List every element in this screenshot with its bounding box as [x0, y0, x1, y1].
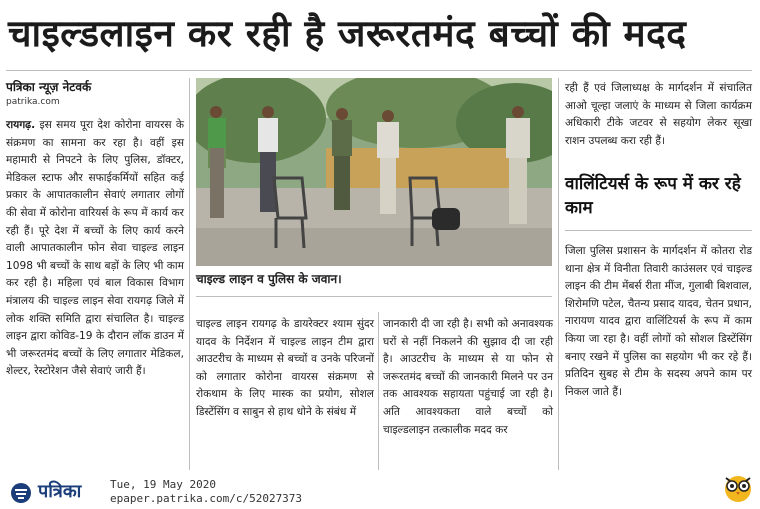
- column-2-text: चाइल्ड लाइन रायगढ़ के डायरेक्टर श्याम सुंदर यादव के निर्देशन में चाइल्ड लाइन टीम द्वारा आउटरीच के माध्यम से बच्चों व उनके परिजनों को लगातार कोरोना वायरस संक्रमण से रोकथाम के लिए मास्क का प्रयोग, सोशल डिस्टेंसिंग व साबुन से हाथ धोने के संबंध में: [196, 318, 374, 418]
- column-3-text: जानकारी दी जा रही है। सभी को अनावश्यक घरों से नहीं निकलने की सुझाव दी जा रही है। आउटरीच के माध्यम से या फोन से जरूरतमंद बच्चों की जानकारी मिलने पर उन तक आवश्यक सहायता पहुंचाई जा रही है। अति आवश्यकता वाले बच्चों को चाइल्डलाइन तत्कालीक मदद कर: [383, 318, 553, 436]
- subheading-rule: [565, 230, 752, 231]
- patrika-logo-icon: [8, 482, 34, 504]
- column-divider: [378, 312, 379, 470]
- owl-icon: [720, 470, 756, 504]
- article-column-4-bottom: [565, 243, 752, 401]
- news-photo: [196, 78, 552, 266]
- dateline-place: रायगढ़.: [6, 119, 36, 131]
- byline-site: patrika.com: [6, 97, 60, 107]
- subheading: वालिंटियर्स के रूप में कर रहे काम: [565, 174, 741, 218]
- brand-name: पत्रिका: [38, 481, 82, 502]
- headline-rule: [6, 70, 752, 71]
- column-divider: [189, 78, 190, 470]
- article-column-1: [6, 117, 184, 381]
- article-column-3: [383, 316, 553, 439]
- column-4-bottom-text: जिला पुलिस प्रशासन के मार्गदर्शन में कोतरा रोड थाना क्षेत्र में विनीता तिवारी काउंसलर एवं चाइल्ड लाइन की टीम मेंबर्स रीता मींज, गुलाबी बिशवाल, शिरोमणि पटेल, चैतन्य प्रसाद यादव, चेतन प्रधान, नारायण यादव द्वारा वालिंटियर्स के रूप में काम किया जा रहा है। वहीं लोगों को सोशल डिस्टेंसिंग बनाए रखने में पुलिस का सहयोग भी कर रहे हैं। प्रतिदिन सुबह से टीम के सदस्य अपने काम पर निकल जाते हैं।: [565, 245, 752, 398]
- column-1-text: इस समय पूरा देश कोरोना वायरस के संक्रमण का सामना कर रहा है। वहीं इस महामारी से निपटने के लिए पुलिस, डॉक्टर, मेडिकल स्टाफ और सफाईकर्मियों सहित कई प्रकार के आपातकालीन सेवाएं लगातार लोगों की सेवा में कोरोना वारियर्स के रूप में कार्य कर रही हैं। पूरे देश में बच्चों के लिए कार्य करने वाली आपातकालीन फोन सेवा चाइल्ड लाइन 1098 भी बच्चों के साथ बड़ों के लिए भी काम कर रही है। महिला एवं बाल विकास विभाग मंत्रालय की चाइल्ड लाइन सेवा रायगढ़ जिले में लोक शक्ति समिति द्वारा संचालित है। चाइल्ड लाइन द्वारा कोविड-19 के दौरान लॉक डाउन में भी जरूरतमंद बच्चों के लिए लगातार मेडिकल, शेल्टर, रेस्टोरेशन जैसे सेवाएं जारी हैं।: [6, 119, 184, 378]
- footer-meta: [110, 478, 302, 506]
- epaper-url[interactable]: epaper.patrika.com/c/52027373: [110, 492, 303, 505]
- article-column-2: [196, 316, 374, 422]
- article-column-4-top: [565, 80, 752, 150]
- edition-date: Tue, 19 May 2020: [110, 478, 216, 491]
- byline-name: पत्रिका न्यूज़ नेटवर्क: [6, 80, 92, 94]
- caption-rule: [196, 296, 552, 297]
- photo-caption: चाइल्ड लाइन व पुलिस के जवान।: [196, 272, 342, 286]
- headline: चाइल्डलाइन कर रही है जरूरतमंद बच्चों की मदद: [8, 12, 687, 55]
- column-4-top-text: रही हैं एवं जिलाध्यक्ष के मार्गदर्शन में संचालित आओ चूल्हा जलाएं के माध्यम से जिला कार्यक्रम अधिकारी टीके जटवर से सहयोग लेकर सूखा राशन उपलब्ध करा रही हैं।: [565, 82, 752, 147]
- photo-illustration: [196, 78, 552, 266]
- column-divider: [558, 78, 559, 470]
